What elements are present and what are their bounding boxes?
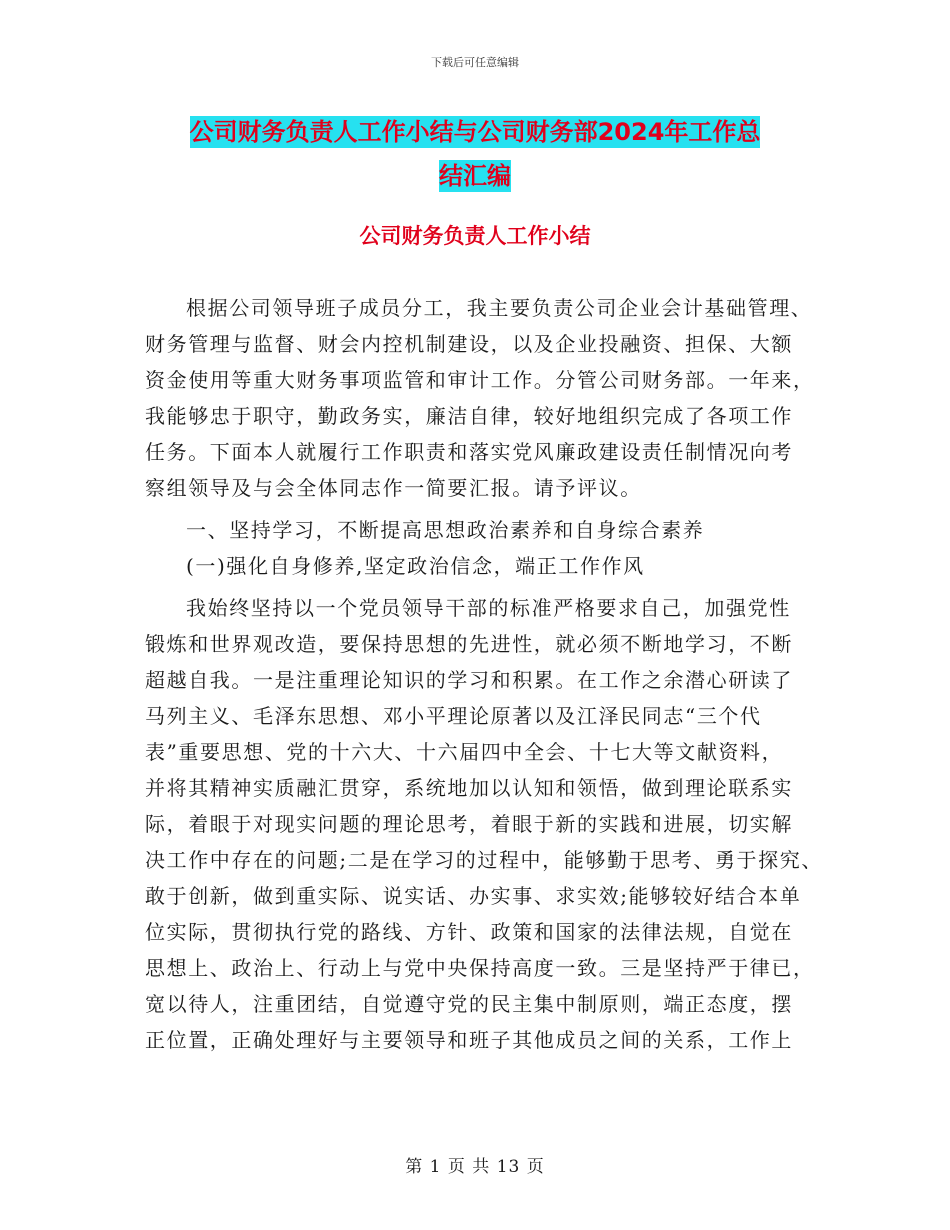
section-title: 公司财务负责人工作小结 — [359, 224, 591, 248]
document-title-line-1: 公司财务负责人工作小结与公司财务部2024年工作总 — [189, 118, 761, 146]
body-line: 超越自我。一是注重理论知识的学习和积累。在工作之余潜心研读了 — [145, 668, 793, 692]
body-line: 资金使用等重大财务事项监管和审计工作。分管公司财务部。一年来， — [145, 368, 815, 392]
document-title-line-2: 结汇编 — [439, 162, 511, 190]
document-title — [0, 110, 950, 198]
page-number: 第 1 页 共 13 页 — [405, 1157, 545, 1177]
body-line: 敢于创新，做到重实际、说实话、办实事、求实效;能够较好结合本单 — [145, 884, 802, 908]
body-line: 宽以待人，注重团结，自觉遵守党的民主集中制原则，端正态度，摆 — [145, 992, 793, 1016]
body-line: 任务。下面本人就履行工作职责和落实党风廉政建设责任制情况向考 — [145, 440, 793, 464]
body-line: 并将其精神实质融汇贯穿，系统地加以认知和领悟，做到理论联系实 — [145, 776, 793, 800]
body-line: 一、坚持学习，不断提高思想政治素养和自身综合素养 — [186, 518, 705, 542]
body-line: 马列主义、毛泽东思想、邓小平理论原著以及江泽民同志“三个代 — [145, 704, 762, 728]
body-line: 财务管理与监督、财会内控机制建设，以及企业投融资、担保、大额 — [145, 332, 793, 356]
body-line: 正位置，正确处理好与主要领导和班子其他成员之间的关系，工作上 — [145, 1028, 793, 1052]
body-line: 表”重要思想、党的十六大、十六届四中全会、十七大等文献资料， — [145, 740, 784, 764]
body-line: (一)强化自身修养,坚定政治信念，端正工作作风 — [186, 554, 645, 578]
body-line: 思想上、政治上、行动上与党中央保持高度一致。三是坚持严于律已， — [145, 956, 815, 980]
body-line: 我始终坚持以一个党员领导干部的标准严格要求自己，加强党性 — [186, 596, 791, 620]
body-line: 际，着眼于对现实问题的理论思考，着眼于新的实践和进展，切实解 — [145, 812, 793, 836]
body-line: 位实际，贯彻执行党的路线、方针、政策和国家的法律法规，自觉在 — [145, 920, 793, 944]
page-header-note: 下载后可任意编辑 — [431, 56, 519, 69]
body-line: 我能够忠于职守，勤政务实，廉洁自律，较好地组织完成了各项工作 — [145, 404, 793, 428]
body-line: 察组领导及与会全体同志作一简要汇报。请予评议。 — [145, 476, 642, 500]
body-line: 决工作中存在的问题;二是在学习的过程中，能够勤于思考、勇于探究、 — [145, 848, 823, 872]
body-line: 根据公司领导班子成员分工，我主要负责公司企业会计基础管理、 — [186, 296, 813, 320]
body-line: 锻炼和世界观改造，要保持思想的先进性，就必须不断地学习，不断 — [145, 632, 793, 656]
